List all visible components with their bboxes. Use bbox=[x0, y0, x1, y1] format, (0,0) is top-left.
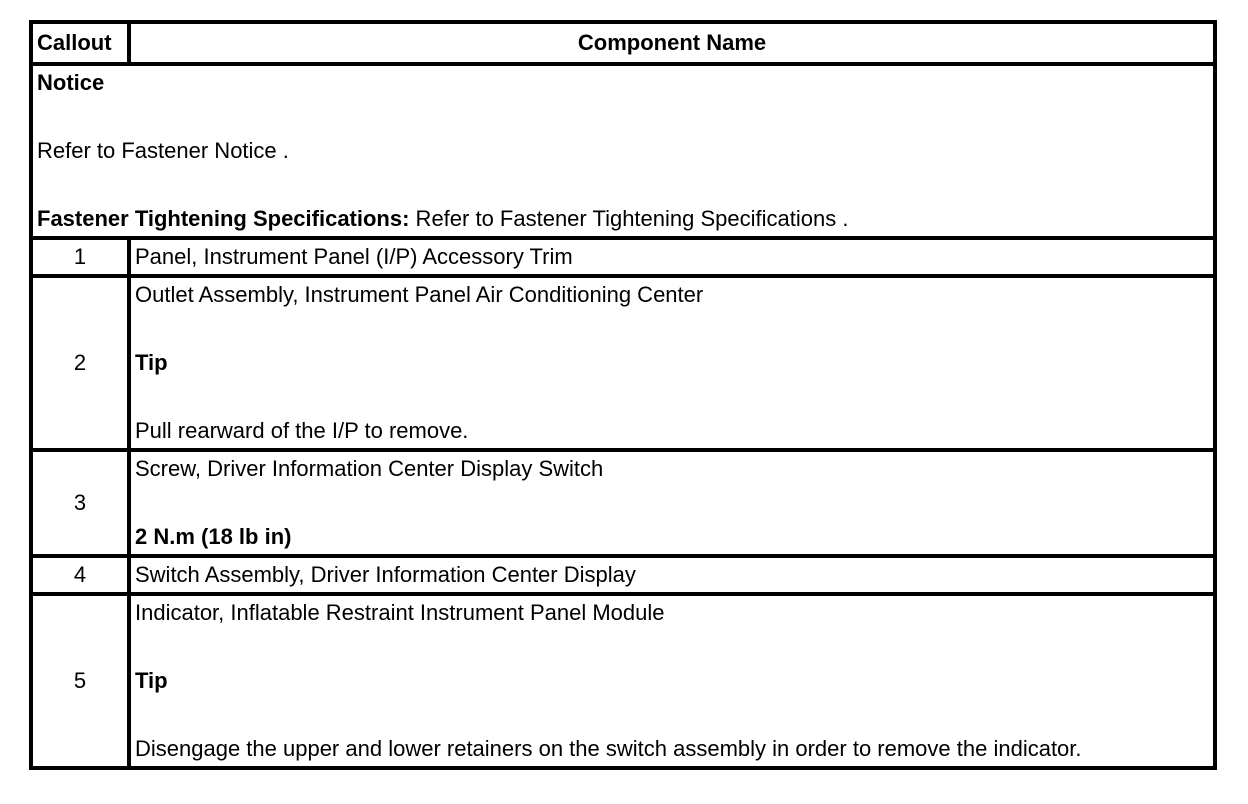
fastener-spec-line bbox=[37, 202, 1209, 236]
callout-number: 3 bbox=[31, 450, 129, 556]
notice-row bbox=[31, 64, 1215, 238]
component-name: Indicator, Inflatable Restraint Instrument Panel Module bbox=[135, 600, 665, 625]
table-row bbox=[31, 450, 1215, 556]
component-name: Outlet Assembly, Instrument Panel Air Conditioning Center bbox=[135, 282, 704, 307]
callout-number: 5 bbox=[31, 594, 129, 768]
tip-label: Tip bbox=[135, 668, 168, 693]
component-cell bbox=[129, 594, 1215, 768]
callout-number: 4 bbox=[31, 556, 129, 594]
notice-text: Refer to Fastener Notice . bbox=[37, 138, 289, 163]
component-name-header: Component Name bbox=[129, 22, 1215, 64]
component-name: Screw, Driver Information Center Display Switch bbox=[135, 456, 604, 481]
component-cell bbox=[129, 450, 1215, 556]
callout-number: 1 bbox=[31, 238, 129, 276]
notice-title: Notice bbox=[37, 70, 105, 95]
fastener-spec-text: Refer to Fastener Tightening Specifications . bbox=[409, 206, 849, 231]
table-row bbox=[31, 276, 1215, 450]
notice-cell bbox=[31, 64, 1215, 238]
callout-number: 2 bbox=[31, 276, 129, 450]
table-row bbox=[31, 594, 1215, 768]
component-table bbox=[29, 20, 1217, 770]
tip-label: Tip bbox=[135, 350, 168, 375]
fastener-spec-label: Fastener Tightening Specifications: bbox=[37, 206, 410, 231]
component-cell bbox=[129, 276, 1215, 450]
component-name: Switch Assembly, Driver Information Center Display bbox=[129, 556, 1215, 594]
component-name: Panel, Instrument Panel (I/P) Accessory Trim bbox=[129, 238, 1215, 276]
table-row bbox=[31, 238, 1215, 276]
tip-text: Disengage the upper and lower retainers on the switch assembly in order to remove the indicator. bbox=[135, 736, 1082, 761]
table-row bbox=[31, 556, 1215, 594]
tip-text: Pull rearward of the I/P to remove. bbox=[135, 418, 469, 443]
header-row bbox=[31, 22, 1215, 64]
torque-spec: 2 N.m (18 lb in) bbox=[135, 524, 292, 549]
callout-header: Callout bbox=[31, 22, 129, 64]
